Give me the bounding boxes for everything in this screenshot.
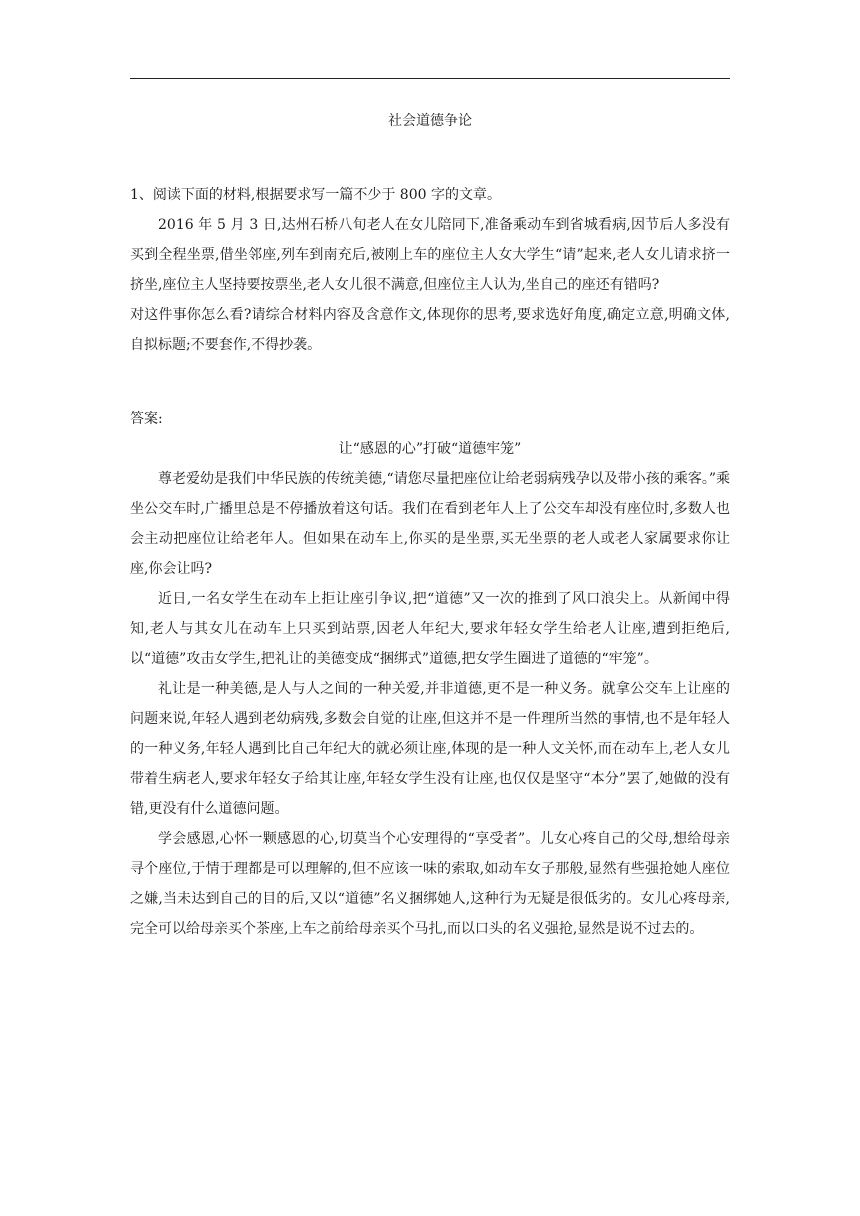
document-body — [130, 180, 730, 944]
question-prompt: 1、阅读下面的材料,根据要求写一篇不少于 800 字的文章。 — [130, 187, 501, 203]
document-title: 社会道德争论 — [388, 113, 472, 129]
section-spacer — [130, 360, 730, 404]
header-rule — [130, 78, 730, 79]
essay-paragraph-4: 学会感恩,心怀一颗感恩的心,切莫当个心安理得的“享受者”。儿女心疼自己的父母,想给母亲寻个座位,于情于理都是可以理解的,但不应该一味的索取,如动车女子那般,显然有些强抢她人座位之嫌,当未达到自己的目的后,又以“道德”名义捆绑她人,这种行为无疑是很低劣的。女儿心疼母亲,完全可以给母亲买个茶座,上车之前给母亲买个马扎,而以口头的名义强抢,显然是说不过去的。 — [130, 831, 730, 937]
answer-label: 答案: — [130, 411, 163, 427]
essay-paragraph-2: 近日,一名女学生在动车上拒让座引争议,把“道德”又一次的推到了风口浪尖上。从新闻中得知,老人与其女儿在动车上只买到站票,因老人年纪大,要求年轻女学生给老人让座,遭到拒绝后,以“道德”攻击女学生,把礼让的美德变成“捆绑式”道德,把女学生圈进了道德的“牢笼”。 — [130, 591, 730, 667]
question-requirement: 对这件事你怎么看?请综合材料内容及含意作文,体现你的思考,要求选好角度,确定立意,明确文体,自拟标题;不要套作,不得抄袭。 — [130, 307, 730, 353]
essay-paragraph-3: 礼让是一种美德,是人与人之间的一种关爱,并非道德,更不是一种义务。就拿公交车上让座的问题来说,年轻人遇到老幼病残,多数会自觉的让座,但这并不是一件理所当然的事情,也不是年轻人的一种义务,年轻人遇到比自己年纪大的就必须让座,体现的是一种人文关怀,而在动车上,老人女儿带着生病老人,要求年轻女子给其让座,年轻女学生没有让座,也仅仅是坚守“本分”罢了,她做的没有错,更没有什么道德问题。 — [130, 681, 730, 817]
essay-paragraph-1: 尊老爱幼是我们中华民族的传统美德,“请您尽量把座位让给老弱病残孕以及带小孩的乘客。”乘坐公交车时,广播里总是不停播放着这句话。我们在看到老年人上了公交车却没有座位时,多数人也会主动把座位让给老年人。但如果在动车上,你买的是坐票,买无坐票的老人或老人家属要求你让座,你会让吗? — [130, 471, 730, 577]
essay-title: 让“感恩的心”打破“道德牢笼” — [338, 441, 522, 457]
question-material: 2016 年 5 月 3 日,达州石桥八旬老人在女儿陪同下,准备乘动车到省城看病,因节后人多没有买到全程坐票,借坐邻座,列车到南充后,被刚上车的座位主人女大学生“请”起来,老人女儿请求挤一挤坐,座位主人坚持要按票坐,老人女儿很不满意,但座位主人认为,坐自己的座还有错吗? — [130, 217, 730, 293]
